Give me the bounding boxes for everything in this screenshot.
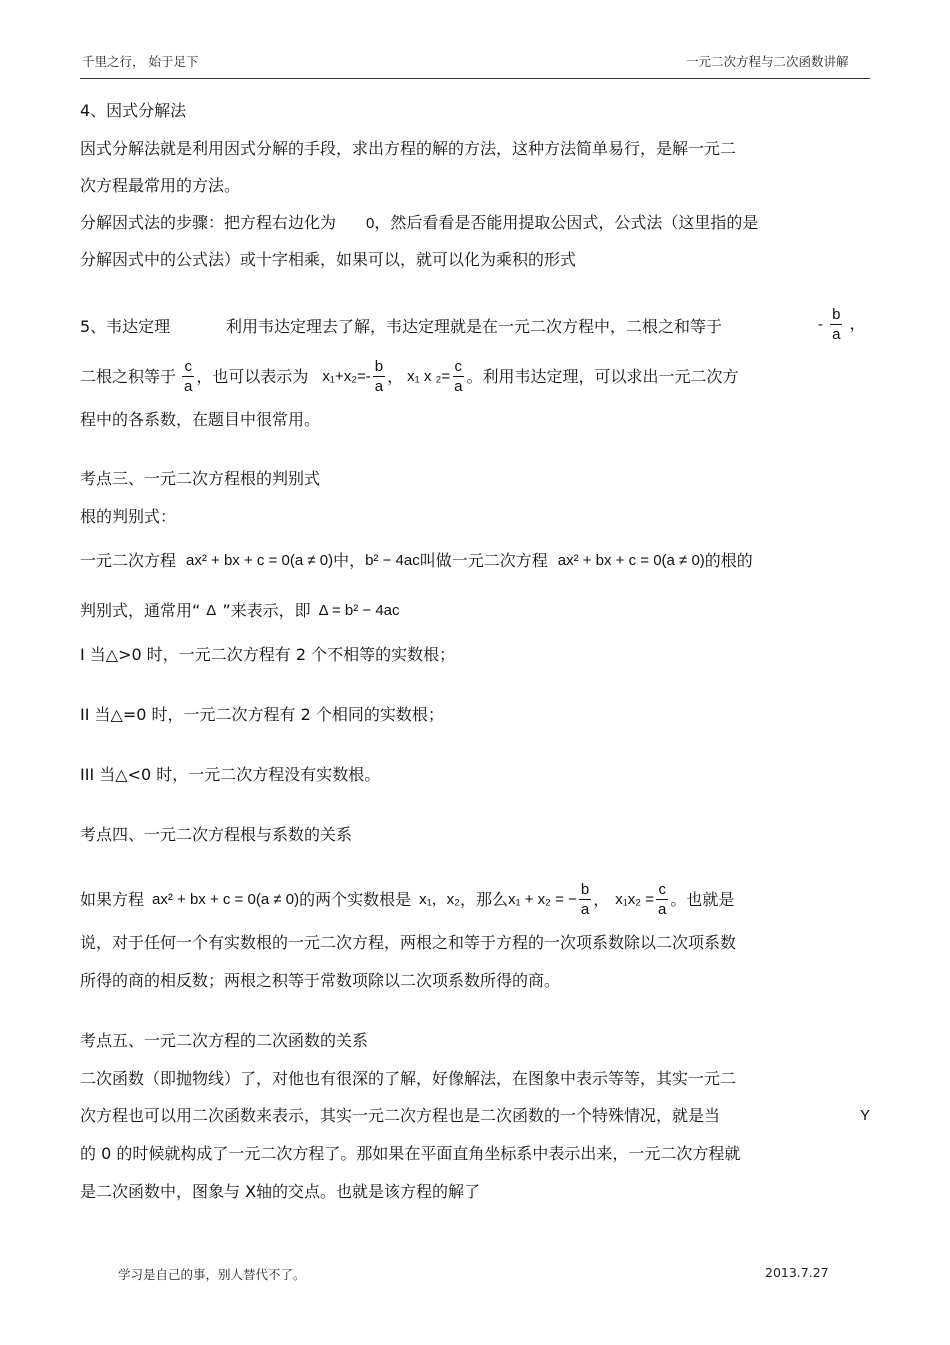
kd3-line2-eq: Δ = b² − 4ac xyxy=(318,602,400,619)
kd5-line2: 次方程也可以用二次函数来表示，其实一元二次方程也是二次函数的一个特殊情况，就是当 xyxy=(80,1106,721,1125)
header-right: 一元二次方程与二次函数讲解 xyxy=(686,54,849,69)
kd4-eq: ax² + bx + c = 0(a ≠ 0) xyxy=(152,890,300,908)
kd4-roots: x₁，x₂ xyxy=(419,890,460,908)
kd3-case3: III 当△<0 时，一元二次方程没有实数根。 xyxy=(80,765,381,784)
frac-num: b xyxy=(580,881,590,898)
sec4-p2-line1 xyxy=(80,213,758,234)
sec5-sum-lhs: x₁+x₂=- xyxy=(322,367,371,385)
kd5-line3: 的 0 的时候就构成了一元二次方程了。那如果在平面直角坐标系中表示出来，一元二次方程就 xyxy=(80,1144,741,1163)
header-rule xyxy=(80,78,870,79)
frac-num: c xyxy=(658,881,666,898)
kd3-line1-d: 的根的 xyxy=(704,551,753,570)
kd4-prod: x₁x₂ = xyxy=(615,890,655,908)
kd3-eq1: ax² + bx + c = 0(a ≠ 0) xyxy=(186,552,334,569)
footer-left: 学习是自己的事，别人替代不了。 xyxy=(118,1267,306,1282)
kd3-line1-c: 叫做一元二次方程 xyxy=(419,551,548,570)
kd4-sum: x₁ + x₂ = − xyxy=(508,890,577,908)
sec5-line1: 利用韦达定理去了解，韦达定理就是在一元二次方程中，二根之和等于 xyxy=(226,317,723,336)
kd4-line1 xyxy=(80,880,734,919)
sec4-p2-text-b: ，然后看看是否能用提取公因式，公式法（这里指的是 xyxy=(374,213,759,232)
footer-right: 2013.7.27 xyxy=(765,1265,829,1280)
sec4-p2-text-a: 分解因式法的步骤：把方程右边化为 xyxy=(80,213,337,232)
frac-den: a xyxy=(454,378,463,395)
kd3-eq2: ax² + bx + c = 0(a ≠ 0) xyxy=(557,552,705,569)
kd5-line4: 是二次函数中，图象与 X轴的交点。也就是该方程的解了 xyxy=(80,1182,481,1201)
sec5-comma: ， xyxy=(387,366,404,386)
sec5-title: 5、韦达定理 xyxy=(80,317,171,336)
frac-num: b xyxy=(374,358,384,375)
sec4-p1-line1: 因式分解法就是利用因式分解的手段，求出方程的解的方法，这种方法简单易行，是解一元二 xyxy=(80,139,737,158)
sec5-line2-a: 二根之积等于 xyxy=(80,366,177,386)
kd5-title: 考点五、一元二次方程的二次函数的关系 xyxy=(80,1031,369,1050)
frac-num: c xyxy=(184,358,192,375)
kd3-line1-a: 一元二次方程 xyxy=(80,551,177,570)
sec4-p1-line2: 次方程最常用的方法。 xyxy=(80,176,241,195)
kd4-comma: ， xyxy=(593,889,610,909)
kd3-delta: Δ xyxy=(206,602,217,619)
frac-den: a xyxy=(580,901,590,918)
frac-den: a xyxy=(658,901,667,918)
kd3-line2-a: 判别式，通常用“ xyxy=(80,601,201,620)
trailing-comma: ， xyxy=(849,314,866,333)
kd3-line2 xyxy=(80,601,400,621)
kd4-line1-c: ，那么 xyxy=(459,889,508,909)
sec5-neg-b-over-a xyxy=(818,305,866,344)
kd3-line1 xyxy=(80,551,753,571)
kd4-line1-d: 。也就是 xyxy=(670,889,735,909)
header-left: 千里之行， 始于足下 xyxy=(82,54,199,69)
kd3-case2: II 当△=0 时，一元二次方程有 2 个相同的实数根； xyxy=(80,705,444,724)
sec5-line2-c: 。利用韦达定理，可以求出一元二次方 xyxy=(466,366,739,386)
kd5-line2-y: Y xyxy=(860,1107,871,1124)
kd4-line1-a: 如果方程 xyxy=(80,889,145,909)
kd3-line2-b: ”来表示，即 xyxy=(222,601,311,620)
frac-num: c xyxy=(454,358,463,375)
sec4-p2-zero: 0 xyxy=(366,215,375,232)
sec5-prod-lhs: x₁ x ₂= xyxy=(407,367,451,385)
frac-den: a xyxy=(374,378,384,395)
kd3-line1-b: 中， xyxy=(333,551,366,570)
frac-num: b xyxy=(832,306,841,323)
kd4-title: 考点四、一元二次方程根与系数的关系 xyxy=(80,825,353,844)
frac-den: a xyxy=(832,326,841,343)
kd5-line1: 二次函数（即抛物线）了，对他也有很深的了解，好像解法，在图象中表示等等，其实一元二 xyxy=(80,1069,737,1088)
kd3-sub: 根的判别式： xyxy=(80,507,177,526)
minus-sign: - xyxy=(818,316,823,333)
sec5-line2-b: ，也可以表示为 xyxy=(196,366,309,386)
kd4-line1-b: 的两个实数根是 xyxy=(299,889,412,909)
kd3-disc: b² − 4ac xyxy=(365,552,420,569)
sec4-p2-line2: 分解因式中的公式法）或十字相乘，如果可以，就可以化为乘积的形式 xyxy=(80,250,577,269)
kd4-line3: 所得的商的相反数；两根之积等于常数项除以二次项系数所得的商。 xyxy=(80,971,561,990)
kd3-case1: I 当△>0 时，一元二次方程有 2 个不相等的实数根； xyxy=(80,645,456,664)
sec5-line3: 程中的各系数，在题目中很常用。 xyxy=(80,410,321,429)
kd4-line2: 说，对于任何一个有实数根的一元二次方程，两根之和等于方程的一次项系数除以二次项系数 xyxy=(80,933,737,952)
frac-den: a xyxy=(184,378,193,395)
kd3-title: 考点三、一元二次方程根的判别式 xyxy=(80,469,321,488)
sec5-line2 xyxy=(80,357,738,396)
sec4-title: 4、因式分解法 xyxy=(80,101,187,120)
